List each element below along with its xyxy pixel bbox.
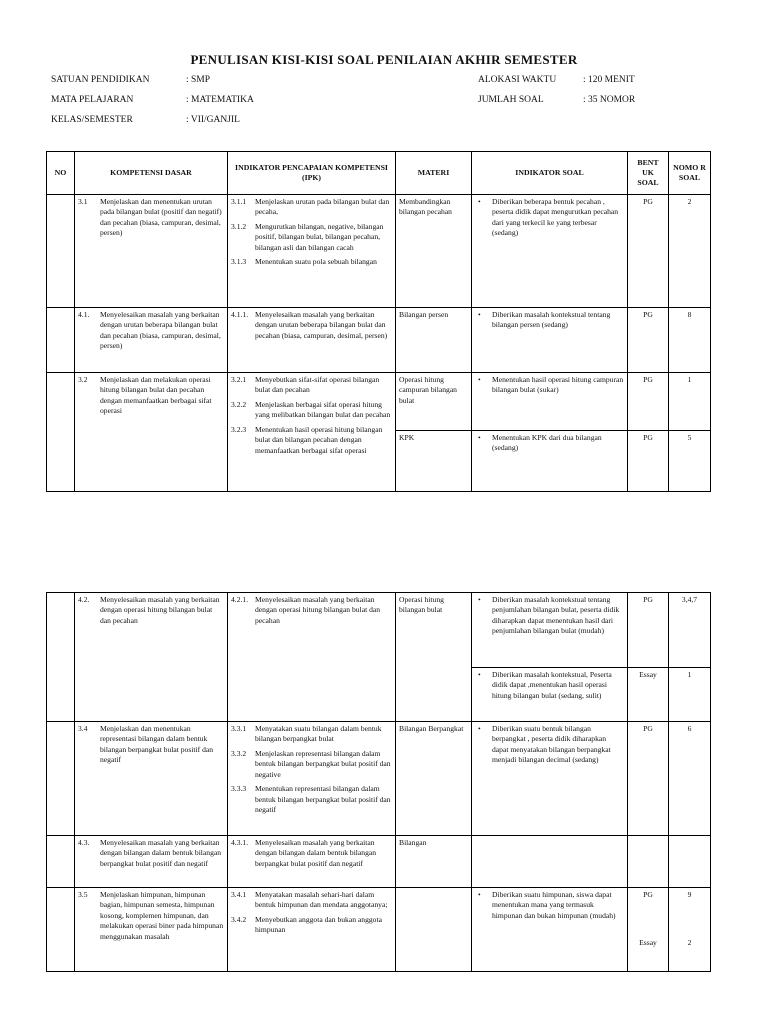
kd-cell [75, 722, 228, 836]
no-cell [47, 888, 75, 972]
kelas-label: KELAS/SEMESTER [51, 115, 133, 125]
no-cell [47, 593, 75, 722]
indikator-cell [472, 593, 628, 668]
materi-cell [396, 888, 472, 972]
kd-number: 4.1. [78, 310, 90, 319]
ipk-number: 3.1.2 [231, 221, 247, 231]
indikator-text: Diberikan masalah kontekstual tentang penjumlahan bilangan bulat, peserta didik diharapkan dapat menentukan hasil dari penjumlahan bilangan bulat (mudah) [492, 595, 620, 636]
kd-cell [75, 373, 228, 492]
ipk-number: 4.1.1. [231, 310, 249, 319]
jumlah-label: JUMLAH SOAL [478, 95, 544, 105]
indikator-text: Menentukan hasil operasi hitung campuran bilangan bulat (sukar) [492, 375, 624, 395]
bentuk-cell: PG [628, 593, 669, 668]
satuan-label: SATUAN PENDIDIKAN [51, 75, 150, 85]
ipk-text: Menjelaskan berbagai sifat operasi hitung yang melibatkan bilangan bulat dan pecahan [255, 399, 391, 420]
ipk-number: 3.1.3 [231, 257, 247, 267]
indikator-cell [472, 308, 628, 373]
ipk-text: Menyatakan suatu bilangan dalam bentuk bilangan berpangkat bulat [255, 724, 382, 744]
ipk-cell [228, 722, 396, 836]
indikator-cell [472, 722, 628, 836]
bullet-icon: • [478, 433, 481, 442]
kd-number: 3.4 [78, 724, 88, 733]
bullet-icon: • [478, 595, 481, 604]
materi-cell: Operasi hitung bilangan bulat [396, 593, 472, 722]
ipk-text: Menyelesaikan masalah yang berkaitan dengan urutan beberapa bilangan bulat dan pecahan (biasa, campuran, desimal, persen) [255, 310, 388, 340]
mapel-label: MATA PELAJARAN [51, 95, 134, 105]
kd-cell [75, 836, 228, 888]
nomor-cell: 1 [669, 668, 711, 722]
ipk-number: 3.4.2 [231, 914, 247, 924]
ipk-number: 3.2.2 [231, 399, 247, 409]
kd-text: Menyelesaikan masalah yang berkaitan dengan bilangan dalam bentuk bilangan berpangkat bulat positif dan negatif [100, 838, 222, 868]
kisi-table-page-1 [46, 151, 711, 492]
header-materi: MATERI [396, 152, 472, 195]
kd-text: Menjelaskan dan menentukan urutan pada bilangan bulat (positif dan negatif) dan pecahan (biasa, campuran, desimal, persen) [100, 197, 222, 238]
alokasi-label: ALOKASI WAKTU [478, 75, 557, 85]
no-cell [47, 722, 75, 836]
materi-cell: Bilangan persen [396, 308, 472, 373]
materi-cell: Membandingkan bilangan pecahan [396, 195, 472, 308]
kd-cell [75, 888, 228, 972]
kd-cell [75, 308, 228, 373]
kd-number: 4.3. [78, 838, 90, 847]
materi-cell: Bilangan [396, 836, 472, 888]
indikator-cell [472, 431, 628, 492]
nomor-cell: 1 [669, 373, 711, 431]
ipk-text: Menentukan hasil operasi hitung bilangan bulat dan bilangan pecahan dengan memanfaatkan berbagai sifat operasi [255, 424, 383, 455]
bentuk-cell: Essay [628, 668, 669, 722]
bentuk-cell: PG [628, 373, 669, 431]
mapel-value: : MATEMATIKA [186, 95, 254, 105]
bentuk-cell: PG [628, 195, 669, 308]
kd-number: 3.5 [78, 890, 88, 899]
header-indikator: INDIKATOR SOAL [472, 152, 628, 195]
jumlah-value: : 35 NOMOR [583, 95, 636, 105]
ipk-cell [228, 195, 396, 308]
header-bentuk: BENT UK SOAL [628, 152, 669, 195]
indikator-cell [472, 195, 628, 308]
nomor-value: 9 [687, 890, 692, 899]
no-cell [47, 195, 75, 308]
ipk-text: Mengurutkan bilangan, negative, bilangan positif, bilangan bulat, bilangan pecahan, bilangan asli dan bilangan cacah [255, 221, 384, 252]
bullet-icon: • [478, 375, 481, 384]
header-no: NO [47, 152, 75, 195]
ipk-text: Menyebutkan anggota dan bukan anggota himpunan [255, 914, 382, 935]
page-title: PENULISAN KISI-KISI SOAL PENILAIAN AKHIR SEMESTER [190, 52, 578, 67]
no-cell [47, 836, 75, 888]
ipk-number: 3.2.1 [231, 375, 247, 384]
ipk-text: Menyatakan masalah sehari-hari dalam bentuk himpunan dan mendata anggotanya; [255, 890, 388, 910]
indikator-text: Diberikan masalah kontekstual tentang bilangan persen (sedang) [492, 310, 611, 330]
ipk-cell [228, 888, 396, 972]
bullet-icon: • [478, 890, 481, 899]
table-row [47, 722, 711, 836]
ipk-text: Menentukan suatu pola sebuah bilangan [255, 257, 377, 267]
ipk-cell [228, 593, 396, 722]
materi-cell: Bilangan Berpangkat [396, 722, 472, 836]
ipk-text: Menentukan representasi bilangan dalam bentuk bilangan berpangkat bulat positif dan negatif [255, 784, 391, 815]
materi-cell: KPK [396, 431, 472, 492]
bentuk-cell: PG [628, 722, 669, 836]
kd-text: Menjelaskan dan menentukan representasi bilangan dalam bentuk bilangan berpangkat bulat positif dan negatif [100, 724, 214, 765]
satuan-value: : SMP [186, 75, 211, 85]
indikator-text: Diberikan suatu himpunan, siswa dapat menentukan mana yang termasuk himpunan dan bukan himpunan (mudah) [492, 890, 616, 920]
ipk-number: 3.2.3 [231, 424, 247, 434]
nomor-cell: 2 [669, 195, 711, 308]
bentuk-cell: PG [628, 308, 669, 373]
nomor-cell: 3,4,7 [669, 593, 711, 668]
kd-number: 3.1 [78, 197, 88, 206]
materi-cell: Operasi hitung campuran bilangan bulat [396, 373, 472, 431]
kelas-value: : VII/GANJIL [186, 115, 240, 125]
nomor-cell: 6 [669, 722, 711, 836]
ipk-number: 3.1.1 [231, 197, 247, 206]
bullet-icon: • [478, 197, 481, 206]
nomor-cell: 5 [669, 431, 711, 492]
kisi-table-page-2 [46, 592, 711, 972]
bullet-icon: • [478, 724, 481, 733]
table-row [47, 888, 711, 972]
table-row [47, 373, 711, 431]
bentuk-value: PG [643, 890, 653, 899]
indikator-text: Menentukan KPK dari dua bilangan (sedang) [492, 433, 602, 453]
ipk-cell [228, 836, 396, 888]
indikator-cell [472, 888, 628, 972]
kd-number: 4.2. [78, 595, 90, 604]
ipk-text: Menyelesaikan masalah yang berkaitan dengan bilangan dalam bentuk bilangan berpangkat bulat positif dan negatif [255, 838, 377, 868]
ipk-text: Menjelaskan urutan pada bilangan bulat dan pecaha, [255, 197, 390, 217]
ipk-cell [228, 373, 396, 492]
bentuk-cell [628, 836, 669, 888]
table-row [47, 195, 711, 308]
ipk-number: 3.3.1 [231, 724, 247, 733]
ipk-text: Menyelesaikan masalah yang berkaitan dengan operasi hitung bilangan bulat dan pecahan [255, 595, 381, 625]
nomor-cell [669, 836, 711, 888]
ipk-number: 3.3.3 [231, 784, 247, 794]
indikator-cell [472, 668, 628, 722]
indikator-text: Diberikan masalah kontekstual, Peserta didik dapat ,menentukan hasil operasi hitung bilangan bulat (sedang, sulit) [492, 670, 612, 700]
no-cell [47, 308, 75, 373]
header-row [47, 152, 711, 195]
bullet-icon: • [478, 670, 481, 679]
ipk-number: 3.4.1 [231, 890, 247, 899]
kd-text: Menjelaskan dan melakukan operasi hitung bilangan bulat dan pecahan dengan memanfaatkan berbagai sifat operasi [100, 375, 212, 416]
header-nomor: NOMO R SOAL [669, 152, 711, 195]
indikator-cell [472, 836, 628, 888]
kd-text: Menyelesaikan masalah yang berkaitan dengan urutan beberapa bilangan bulat dan pecahan (biasa, campuran, desimal, persen) [100, 310, 221, 351]
kd-text: Menjelaskan himpunan, himpunan bagian, himpunan semesta, himpunan kosong, komplemen himpunan, dan melakukan operasi biner pada himpunan menggunakan masalah [100, 890, 224, 941]
nomor-cell: 8 [669, 308, 711, 373]
table-row [47, 836, 711, 888]
kd-number: 3.2 [78, 375, 88, 384]
indikator-cell [472, 373, 628, 431]
ipk-cell [228, 308, 396, 373]
ipk-text: Menjelaskan representasi bilangan dalam bentuk bilangan berpangkat bulat positif dan negative [255, 748, 391, 779]
ipk-number: 4.2.1. [231, 595, 249, 604]
indikator-text: Diberikan suatu bentuk bilangan berpangkat , peserta didik diharapkan dapat menyatakan bilangan berpangkat menjadi bilangan decimal (sedang) [492, 724, 611, 765]
alokasi-value: : 120 MENIT [583, 75, 635, 85]
kd-text: Menyelesaikan masalah yang berkaitan dengan operasi hitung bilangan bulat dan pecahan [100, 595, 220, 625]
ipk-number: 4.3.1. [231, 838, 249, 847]
ipk-text: Menyebutkan sifat-sifat operasi bilangan bulat dan pecahan [255, 375, 380, 395]
kd-cell [75, 593, 228, 722]
table-row [47, 308, 711, 373]
nomor-value: 2 [687, 938, 692, 948]
header-ipk: INDIKATOR PENCAPAIAN KOMPETENSI (IPK) [228, 152, 396, 195]
bentuk-value: Essay [639, 938, 657, 948]
header-kd: KOMPETENSI DASAR [75, 152, 228, 195]
bentuk-cell [628, 888, 669, 972]
nomor-cell [669, 888, 711, 972]
kd-cell [75, 195, 228, 308]
ipk-number: 3.3.2 [231, 748, 247, 758]
no-cell [47, 373, 75, 492]
bullet-icon: • [478, 310, 481, 319]
bentuk-cell: PG [628, 431, 669, 492]
table-row [47, 593, 711, 668]
indikator-text: Diberikan beberapa bentuk pecahan , peserta didik dapat mengurutkan pecahan dari yang terkecil ke yang terbesar (sedang) [492, 197, 619, 238]
